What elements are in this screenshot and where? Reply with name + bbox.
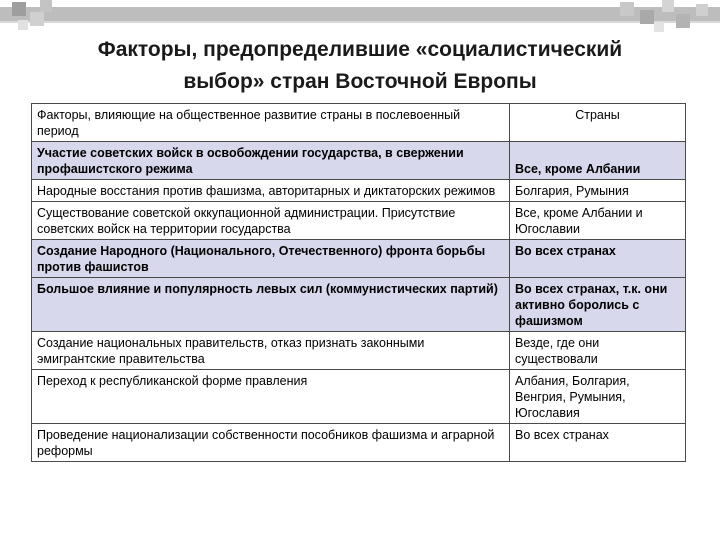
factor-cell: Проведение национализации собственности пособников фашизма и аграрной реформы [32,424,510,462]
table-row [32,240,686,278]
factor-cell: Большое влияние и популярность левых сил (коммунистических партий) [32,278,510,332]
table-header-row [32,104,686,142]
table-row [32,202,686,240]
countries-cell: Болгария, Румыния [510,180,686,202]
factor-cell: Народные восстания против фашизма, авторитарных и диктаторских режимов [32,180,510,202]
countries-cell: Во всех странах [510,424,686,462]
countries-cell: Албания, Болгария, Венгрия, Румыния, Югославия [510,370,686,424]
page-title-line-1: Факторы, предопределившие «социалистический [97,38,623,61]
countries-cell: Все, кроме Албании [510,142,686,180]
factor-cell: Создание национальных правительств, отказ признать законными эмигрантские правительства [32,332,510,370]
countries-cell: Во всех странах [510,240,686,278]
countries-cell: Все, кроме Албании и Югославии [510,202,686,240]
table-row [32,278,686,332]
factor-cell: Существование советской оккупационной администрации. Присутствие советских войск на территории государства [32,202,510,240]
page-title [40,34,680,98]
countries-cell: Везде, где они существовали [510,332,686,370]
header-factors: Факторы, влияющие на общественное развитие страны в послевоенный период [32,104,510,142]
header-countries: Страны [510,104,686,142]
page-title-line-2: выбор» стран Восточной Европы [183,70,537,93]
countries-cell: Во всех странах, т.к. они активно боролись с фашизмом [510,278,686,332]
table-row [32,142,686,180]
factor-cell: Участие советских войск в освобождении государства, в свержении профашистского режима [32,142,510,180]
factors-table [31,103,686,462]
factor-cell: Создание Народного (Национального, Отечественного) фронта борьбы против фашистов [32,240,510,278]
table-row [32,370,686,424]
factor-cell: Переход к республиканской форме правления [32,370,510,424]
table-row [32,180,686,202]
table-row [32,332,686,370]
table-row [32,424,686,462]
